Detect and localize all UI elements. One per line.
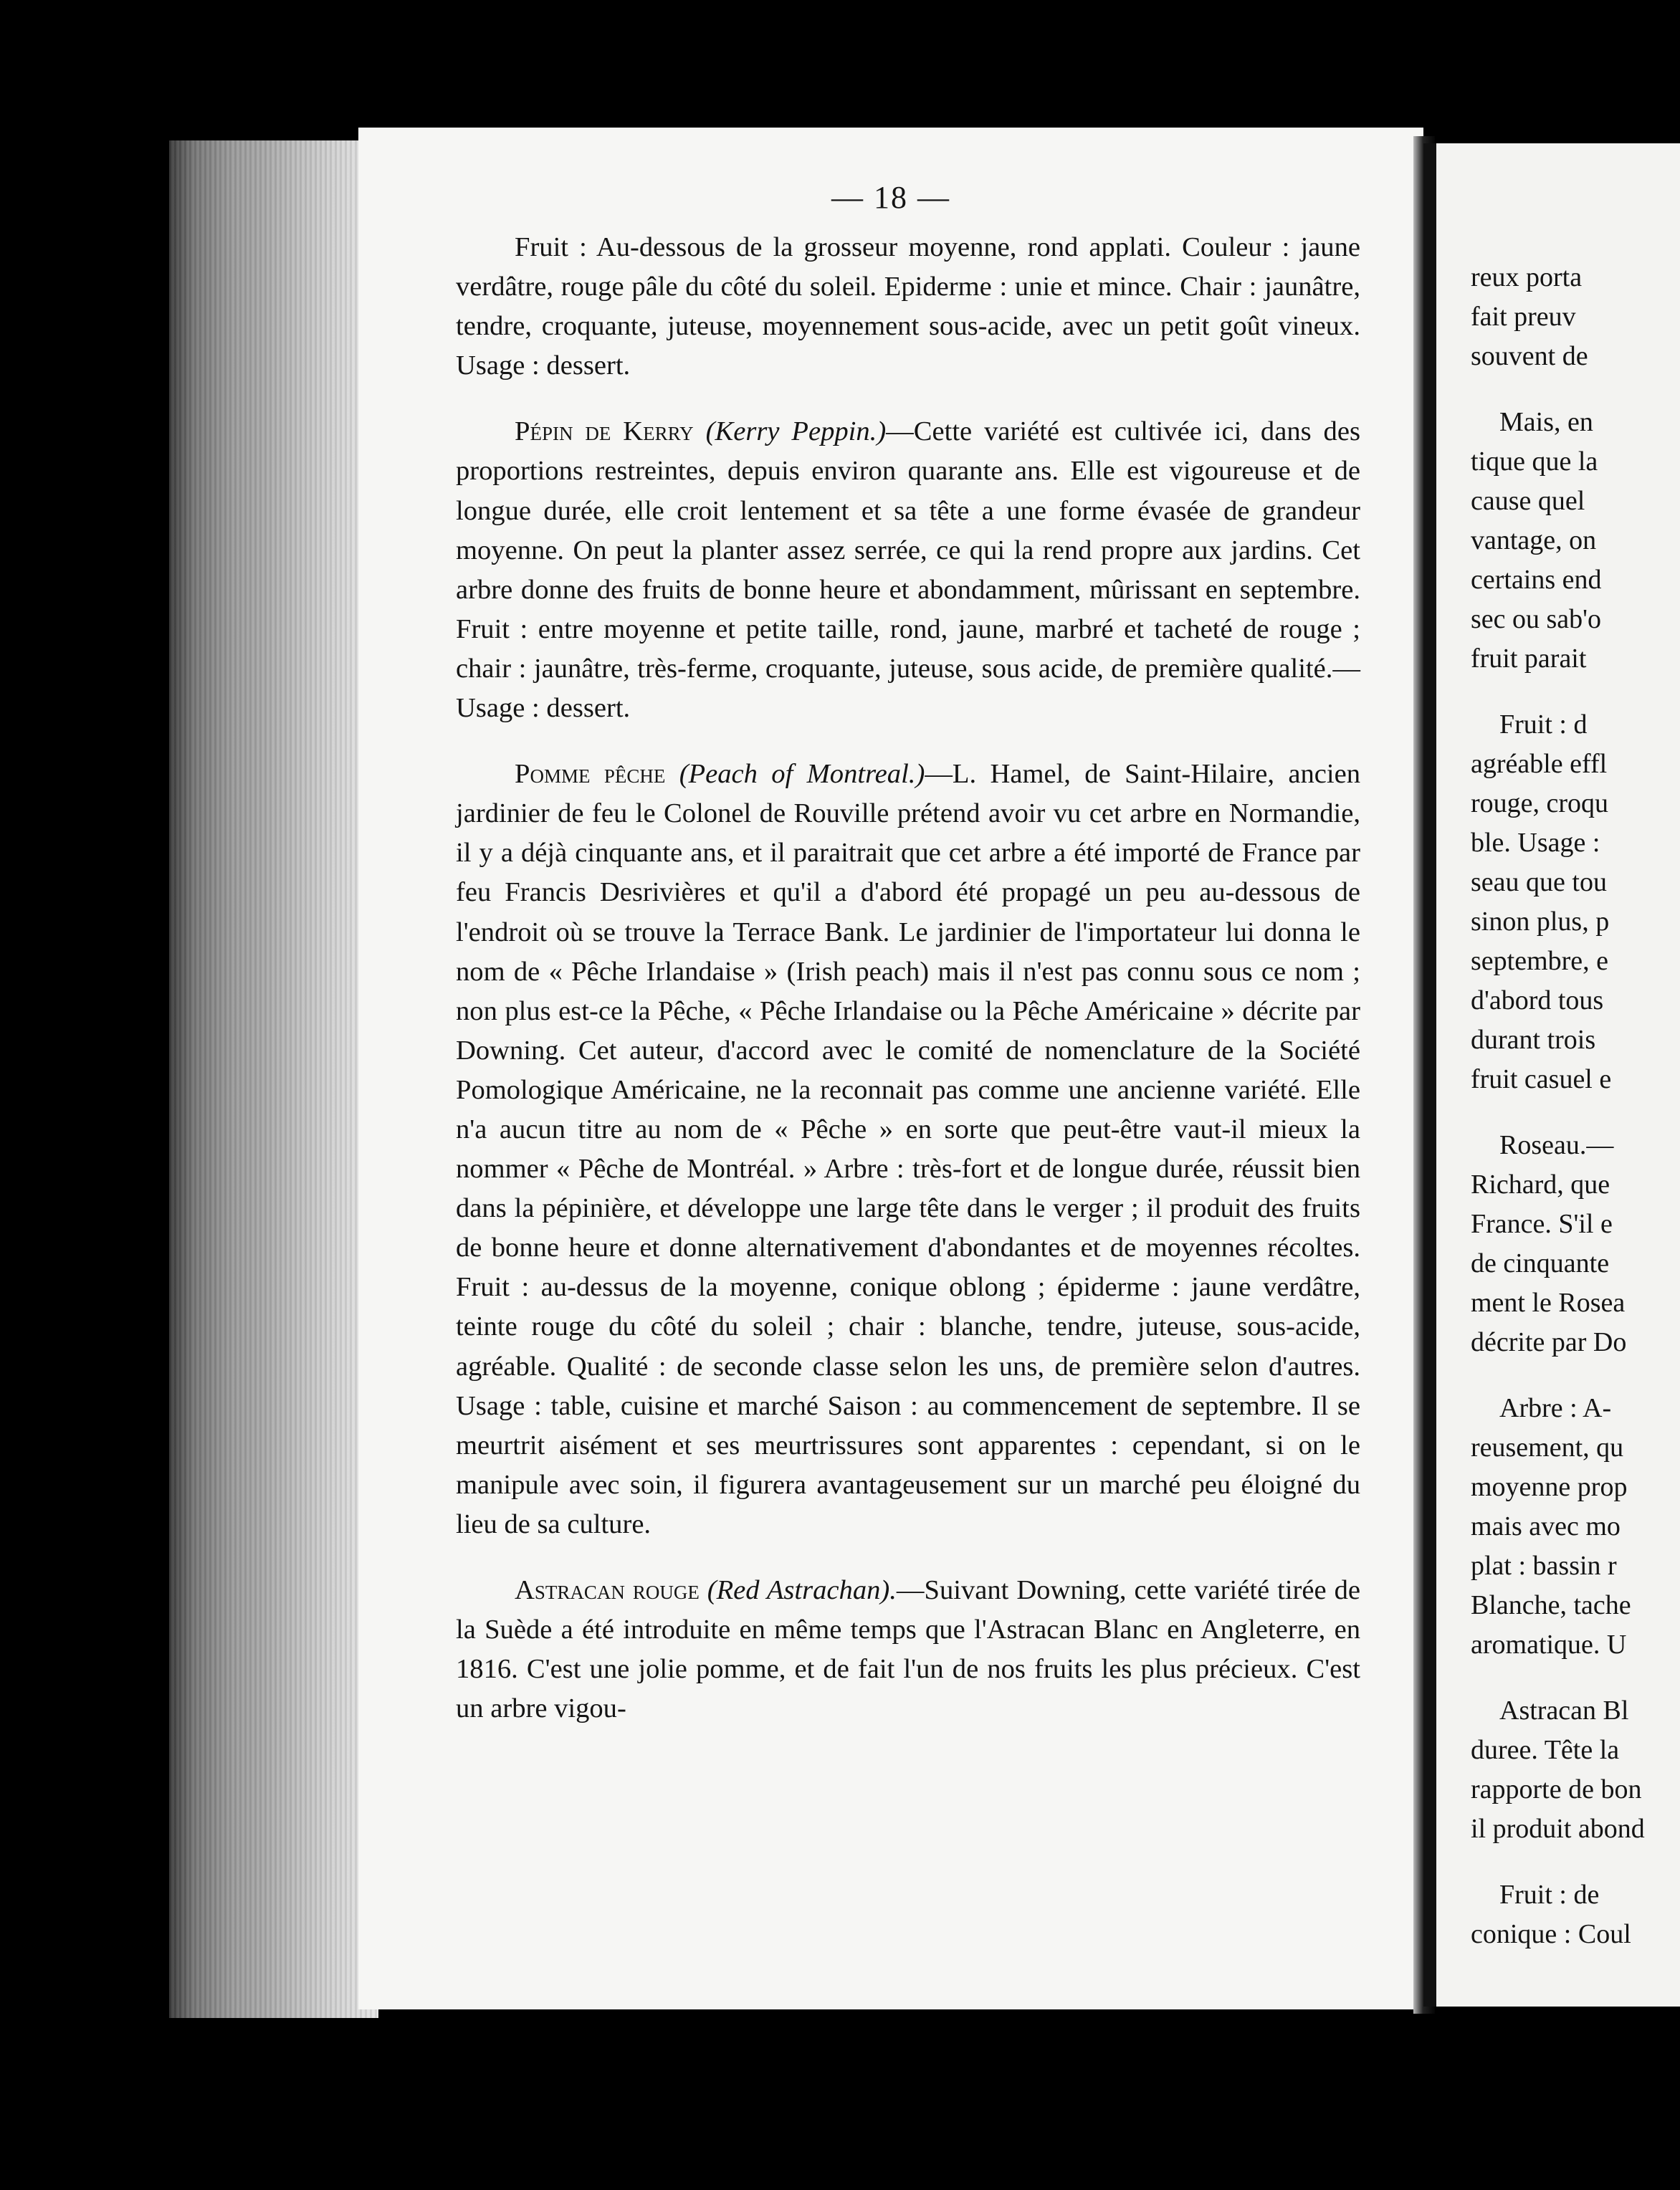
right-page-line: mais avec mo	[1471, 1511, 1621, 1541]
right-page-line	[1471, 1099, 1679, 1126]
right-page-line: France. S'il e	[1471, 1209, 1613, 1239]
variety-english-name: (Red Astrachan).	[707, 1575, 897, 1605]
right-page-line: sinon plus, p	[1471, 907, 1610, 937]
right-page-line: fait preuv	[1471, 302, 1576, 332]
right-page-line: Mais, en	[1499, 407, 1593, 437]
paragraph	[456, 1571, 1360, 1728]
right-page-line: reusement, qu	[1471, 1433, 1624, 1463]
right-page-line	[1471, 1849, 1679, 1875]
paragraph	[456, 228, 1360, 386]
right-page-line: il produit abond	[1471, 1814, 1645, 1844]
right-page-line: Richard, que	[1471, 1170, 1610, 1200]
page-number: — 18 —	[831, 180, 950, 215]
right-page-line: sec ou sab'o	[1471, 604, 1602, 634]
right-page-line: durant trois	[1471, 1025, 1596, 1055]
variety-name: Astracan rouge	[515, 1575, 707, 1605]
right-page-line: aromatique. U	[1471, 1630, 1627, 1660]
paragraph	[456, 755, 1360, 1544]
paragraph	[456, 412, 1360, 728]
variety-name: Pépin de Kerry	[515, 416, 706, 447]
right-page-line: reux porta	[1471, 262, 1583, 292]
right-page-line	[1471, 1362, 1679, 1389]
right-page-line: certains end	[1471, 565, 1602, 595]
right-page-line: seau que tou	[1471, 867, 1607, 897]
right-page-line: cause quel	[1471, 486, 1585, 516]
variety-english-name: (Peach of Montreal.)	[679, 759, 925, 790]
paragraph-text: —Suivant Downing, cette variété tirée de la Suède a été introduite en même temps que l'Astracan Blanc en Angleterre, en 1816. C'est une jolie pomme, et de fait l'un de nos fruits les plus précieux. C'est un arbre vigou-	[456, 1575, 1361, 1724]
right-page-line: vantage, on	[1471, 525, 1597, 555]
right-page-line	[1471, 376, 1679, 403]
paragraph-text: —L. Hamel, de Saint-Hilaire, ancien jardinier de feu le Colonel de Rouville prétend avoir vu cet arbre en Normandie, il y a déjà cinquante ans, et il paraitrait que cet arbre a été importé de France par feu Francis Desrivières et qu'il a d'abord été propagé un peu au-dessous de l'endroit où se trouve la Terrace Bank. Le jardinier de l'importateur lui donna le nom de « Pêche Irlandaise » (Irish peach) mais il n'est pas connu sous ce nom ; non plus est-ce la Pêche, « Pêche Irlandaise ou la Pêche Américaine » décrite par Downing. Cet auteur, d'accord avec le comité de nomenclature de la Société Pomologique Américaine, ne la reconnait pas comme une ancienne variété. Elle n'a aucun titre au nom de « Pêche » en sorte que peut-être vaut-il mieux la nommer « Pêche de Montréal. » Arbre : très-fort et de longue durée, réussit bien dans la pépinière, et développe une large tête dans le verger ; il produit des fruits de bonne heure et donne alternativement d'abondantes et de moyennes récoltes. Fruit : au-dessus de la moyenne, conique oblong ; épiderme : jaune verdâtre, teinte rouge du côté du soleil ; chair : blanche, tendre, juteuse, sous-acide, agréable. Qualité : de seconde classe selon les uns, de première selon d'autres. Usage : table, cuisine et marché Saison : au commencement de septembre. Il se meurtrit aisément et ses meurtrissures sont apparentes : cependant, si on le manipule avec soin, il figurera avantageusement sur un marché peu éloigné du lieu de sa culture.	[456, 759, 1360, 1539]
right-page-line: plat : bassin r	[1471, 1551, 1617, 1581]
variety-english-name: (Kerry Peppin.)	[705, 416, 887, 447]
right-page-line: Fruit : de	[1499, 1880, 1600, 1910]
right-page-line: rouge, croqu	[1471, 788, 1609, 818]
page-body-text	[456, 228, 1360, 1728]
right-page-line: tique que la	[1471, 446, 1598, 477]
book-page-edges	[169, 140, 378, 2018]
right-page-partial-text	[1471, 258, 1679, 1954]
right-page-line: décrite par Do	[1471, 1327, 1627, 1357]
right-page-line: conique : Coul	[1471, 1919, 1631, 1949]
right-page-line: Astracan Bl	[1499, 1696, 1629, 1726]
right-page-line: Roseau.—	[1499, 1130, 1614, 1160]
right-page-line: ble. Usage :	[1471, 828, 1600, 858]
right-page-line: Arbre : A-	[1499, 1393, 1612, 1423]
right-page-line: fruit casuel e	[1471, 1064, 1612, 1094]
right-page-line: souvent de	[1471, 341, 1588, 371]
right-page-line: Fruit : d	[1499, 709, 1588, 740]
right-page-line	[1471, 679, 1679, 705]
right-page-line: duree. Tête la	[1471, 1735, 1620, 1765]
paragraph-text: Fruit : Au-dessous de la grosseur moyenne, rond applati. Couleur : jaune verdâtre, rouge pâle du côté du soleil. Epiderme : unie et mince. Chair : jaunâtre, tendre, croquante, juteuse, moyennement sous-acide, avec un petit goût vineux. Usage : dessert.	[456, 232, 1360, 381]
paragraph-text: —Cette variété est cultivée ici, dans des proportions restreintes, depuis environ quarante ans. Elle est vigoureuse et de longue durée, elle croit lentement et sa tête a une forme évasée de grandeur moyenne. On peut la planter assez serrée, ce qui la rend propre aux jardins. Cet arbre donne des fruits de bonne heure et abondamment, mûrissant en septembre. Fruit : entre moyenne et petite taille, rond, jaune, marbré et tacheté de rouge ; chair : jaunâtre, très-ferme, croquante, juteuse, sous acide, de première qualité.—Usage : dessert.	[456, 416, 1360, 724]
right-page-line: septembre, e	[1471, 946, 1609, 976]
right-page-line: fruit parait	[1471, 644, 1587, 674]
right-page-line: agréable effl	[1471, 749, 1608, 779]
right-page-line	[1471, 1665, 1679, 1691]
right-page-line: Blanche, tache	[1471, 1590, 1631, 1620]
right-page-line: moyenne prop	[1471, 1472, 1628, 1502]
right-page-line: ment le Rosea	[1471, 1288, 1626, 1318]
variety-name: Pomme pêche	[515, 759, 679, 790]
right-page-line: d'abord tous	[1471, 985, 1604, 1015]
right-page-line: de cinquante	[1471, 1248, 1610, 1278]
right-page-line: rapporte de bon	[1471, 1774, 1642, 1804]
